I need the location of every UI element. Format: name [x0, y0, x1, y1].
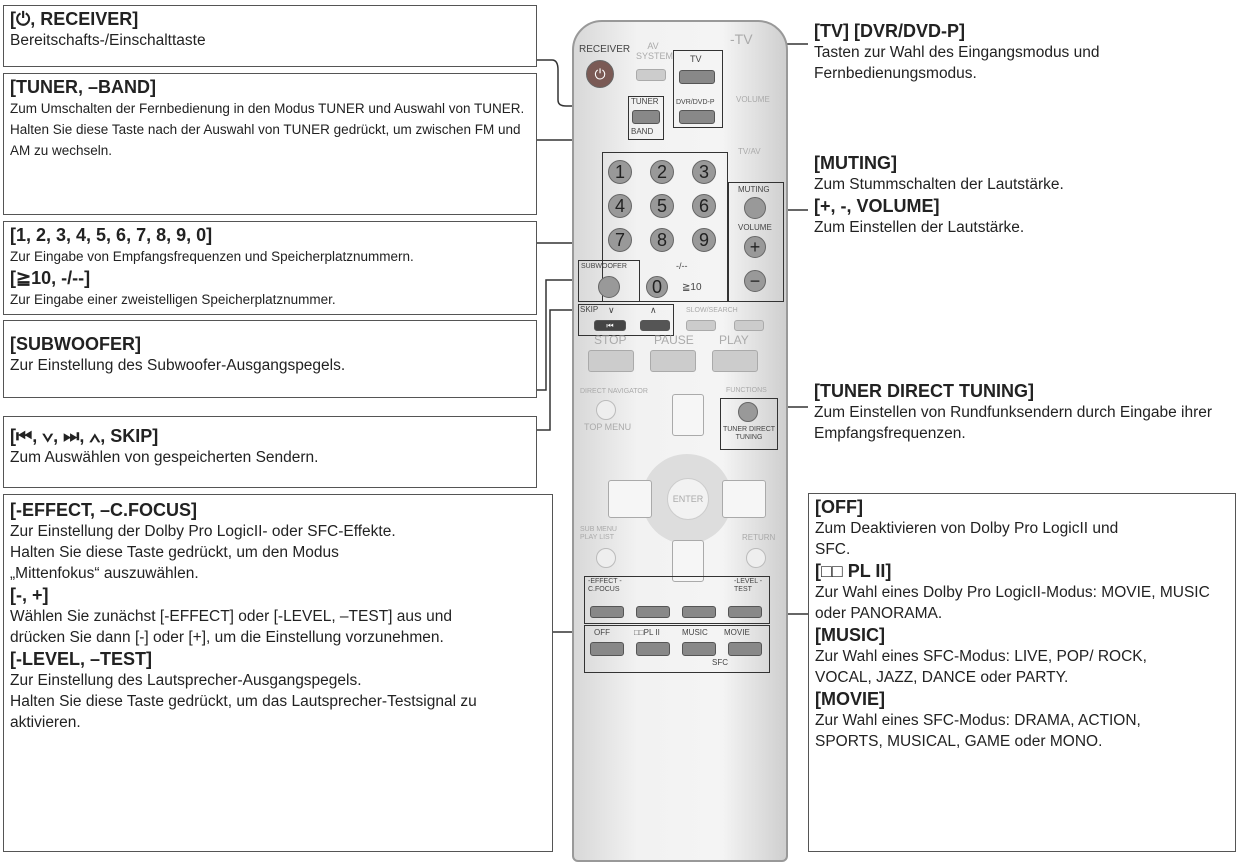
callout-text: Halten Sie diese Taste nach der Auswahl von TUNER gedrückt, um zwischen FM und AM zu wechseln. — [10, 122, 521, 158]
search-forward-button[interactable] — [734, 320, 764, 331]
digit-label: 4 — [614, 196, 625, 216]
callout-text: Zur Wahl eines SFC-Modus: DRAMA, ACTION, SPORTS, MUSICAL, GAME oder MONO. — [815, 712, 1141, 750]
callout-text: Tasten zur Wahl des Eingangsmodus und Fernbedienungsmodus. — [814, 44, 1100, 82]
digit-8-button[interactable] — [650, 228, 674, 252]
off-pl-sfc-callout — [808, 493, 1236, 852]
tuner-label: TUNER — [631, 97, 659, 106]
digit-label: 8 — [656, 230, 667, 250]
av-system-label: AV SYSTEM — [636, 41, 674, 61]
skip-up-label: ∧ — [650, 305, 657, 315]
callout-title: [TUNER DIRECT TUNING] — [814, 381, 1034, 401]
callout-text: Halten Sie diese Taste gedrückt, um das Lautsprecher-Testsignal zu aktivieren. — [10, 693, 477, 731]
plus-button[interactable] — [682, 606, 716, 618]
play-button[interactable] — [712, 350, 758, 372]
digit-9-button[interactable] — [692, 228, 716, 252]
pl2-label: □□PL II — [634, 628, 660, 637]
callout-title: [⏻, RECEIVER] — [10, 9, 139, 29]
digit-7-button[interactable] — [608, 228, 632, 252]
digit-5-button[interactable] — [650, 194, 674, 218]
tv-dvr-callout — [808, 18, 1236, 84]
level-button[interactable] — [728, 606, 762, 618]
digit-label: 2 — [656, 162, 667, 182]
callout-title: [-, +] — [10, 585, 49, 605]
off-label: OFF — [594, 628, 610, 637]
callout-title: [MOVIE] — [815, 689, 885, 709]
callout-title: [-EFFECT, –C.FOCUS] — [10, 500, 197, 520]
remote-control-illustration — [572, 20, 788, 862]
volume-label: VOLUME — [738, 223, 772, 232]
top-menu-label: TOP MENU — [584, 422, 632, 432]
play-label: PLAY — [719, 333, 749, 347]
effect-button[interactable] — [590, 606, 624, 618]
effect-callout — [3, 494, 553, 852]
digit-3-button[interactable] — [692, 160, 716, 184]
minus-label: − — [749, 271, 761, 291]
digit-label: 5 — [656, 196, 667, 216]
digit-4-button[interactable] — [608, 194, 632, 218]
digit-label: 0 — [651, 277, 662, 297]
sfc-label: SFC — [712, 658, 728, 667]
callout-title: [≧10, -/--] — [10, 268, 91, 288]
callout-title: [MUTING] — [814, 153, 897, 173]
tv-volume-label: VOLUME — [736, 95, 770, 104]
receiver-callout — [3, 5, 537, 67]
tv-label: TV — [690, 54, 702, 64]
enter-button[interactable] — [667, 478, 709, 520]
muting-volume-callout — [808, 150, 1236, 270]
callout-text: Zur Einstellung des Subwoofer-Ausgangspegels. — [10, 357, 346, 374]
digit-label: 9 — [698, 230, 709, 250]
dvr-label: DVR/DVD-P — [676, 99, 715, 106]
direct-navigator-button[interactable] — [596, 400, 616, 420]
pl2-button[interactable] — [636, 642, 670, 656]
callout-title: [-LEVEL, –TEST] — [10, 649, 153, 669]
callout-text: Zur Wahl eines SFC-Modus: LIVE, POP/ ROCK, VOCAL, JAZZ, DANCE oder PARTY. — [815, 648, 1147, 686]
minus-button[interactable] — [636, 606, 670, 618]
stop-label: STOP — [594, 333, 627, 347]
plus-label: + — [749, 237, 761, 257]
tuner-direct-button[interactable] — [738, 402, 758, 422]
volume-up-button[interactable] — [744, 236, 766, 258]
callout-text: Zum Stummschalten der Lautstärke. — [814, 176, 1064, 193]
subwoofer-button[interactable] — [598, 276, 620, 298]
callout-text: Zur Einstellung des Lautsprecher-Ausgangspegels. — [10, 672, 362, 689]
muting-button[interactable] — [744, 197, 766, 219]
return-label: RETURN — [742, 533, 776, 542]
search-back-button[interactable] — [686, 320, 716, 331]
callout-text: Zum Auswählen von gespeicherten Sendern. — [10, 449, 319, 466]
digits-callout — [3, 221, 537, 315]
sub-menu-button[interactable] — [596, 548, 616, 568]
callout-text: Bereitschafts-/Einschalttaste — [10, 32, 206, 49]
off-button[interactable] — [590, 642, 624, 656]
callout-title: [+, -, VOLUME] — [814, 196, 940, 216]
enter-label: ENTER — [672, 493, 704, 504]
callout-title: [⏮, ∨, ⏭, ∧, SKIP] — [10, 426, 159, 446]
tvav-label: TV/AV — [738, 147, 761, 156]
callout-text: Zum Einstellen von Rundfunksendern durch Eingabe ihrer Empfangsfrequenzen. — [814, 404, 1213, 442]
tv-group-label: -TV — [730, 31, 753, 47]
callout-text: Zur Einstellung der Dolby Pro LogicII- oder SFC-Effekte. — [10, 523, 396, 540]
pause-label: PAUSE — [654, 333, 694, 347]
tv-button[interactable] — [679, 70, 715, 84]
sub-menu-label: SUB MENU PLAY LIST — [580, 526, 617, 541]
tuner-band-callout — [3, 73, 537, 215]
dpad-right-button[interactable] — [722, 480, 766, 518]
skip-forward-button[interactable] — [640, 320, 670, 331]
callout-title: [TV] [DVR/DVD-P] — [814, 21, 965, 41]
dpad-up-button[interactable] — [672, 394, 704, 436]
subwoofer-label: SUBWOOFER — [581, 263, 627, 270]
muting-label: MUTING — [738, 185, 770, 194]
callout-title: [OFF] — [815, 497, 863, 517]
pause-button[interactable] — [650, 350, 696, 372]
effect-label: -EFFECT -C.FOCUS — [588, 578, 622, 593]
callout-text: Zur Wahl eines Dolby Pro LogicII-Modus: MOVIE, MUSIC oder PANORAMA. — [815, 584, 1210, 622]
callout-title: [MUSIC] — [815, 625, 885, 645]
functions-label: FUNCTIONS — [726, 387, 767, 394]
callout-text: Zur Eingabe von Empfangsfrequenzen und Speicherplatznummern. — [10, 249, 414, 264]
callout-title: [1, 2, 3, 4, 5, 6, 7, 8, 9, 0] — [10, 225, 213, 245]
subwoofer-callout — [3, 320, 537, 398]
callout-text: Wählen Sie zunächst [-EFFECT] oder [-LEVEL, –TEST] aus und drücken Sie dann [-] oder [+], um die Einstellung vorzunehmen. — [10, 608, 452, 646]
volume-down-button[interactable] — [744, 270, 766, 292]
digit-2-button[interactable] — [650, 160, 674, 184]
receiver-label: RECEIVER — [579, 44, 631, 55]
music-label: MUSIC — [682, 628, 708, 637]
av-system-button[interactable] — [636, 69, 666, 81]
movie-button[interactable] — [728, 642, 762, 656]
callout-text: Halten Sie diese Taste gedrückt, um den Modus „Mittenfokus“ auszuwählen. — [10, 544, 339, 582]
tuner-direct-label: TUNER DIRECT TUNING — [722, 426, 776, 441]
band-label: BAND — [631, 127, 654, 136]
ge10-label: ≧10 — [682, 282, 702, 293]
callout-title: [SUBWOOFER] — [10, 334, 141, 354]
slow-search-label: SLOW/SEARCH — [686, 307, 738, 314]
callout-text: Zum Deaktivieren von Dolby Pro LogicII und SFC. — [815, 520, 1119, 558]
dash-label: -/-- — [676, 261, 688, 271]
digit-label: 3 — [698, 162, 709, 182]
tuner-band-button[interactable] — [632, 110, 660, 124]
digit-label: 7 — [614, 230, 625, 250]
digit-1-button[interactable] — [608, 160, 632, 184]
movie-label: MOVIE — [724, 628, 750, 637]
skip-back-button[interactable]: ⏮ — [594, 320, 626, 331]
tuner-direct-callout — [808, 378, 1236, 446]
dpad-left-button[interactable] — [608, 480, 652, 518]
digit-0-button[interactable] — [646, 276, 668, 298]
music-button[interactable] — [682, 642, 716, 656]
digit-label: 1 — [614, 162, 625, 182]
callout-title: [TUNER, –BAND] — [10, 77, 156, 97]
callout-title: [□□ PL II] — [815, 561, 892, 581]
callout-text: Zum Umschalten der Fernbedienung in den Modus TUNER und Auswahl von TUNER. — [10, 101, 525, 116]
skip-label: SKIP — [580, 305, 599, 314]
callout-text: Zur Eingabe einer zweistelligen Speicherplatznummer. — [10, 292, 336, 307]
skip-callout — [3, 416, 537, 488]
stop-button[interactable] — [588, 350, 634, 372]
direct-navigator-label: DIRECT NAVIGATOR — [580, 388, 648, 395]
level-label: -LEVEL -TEST — [734, 578, 763, 593]
dvr-dvd-button[interactable] — [679, 110, 715, 124]
skip-down-label: ∨ — [608, 305, 615, 315]
callout-text: Zum Einstellen der Lautstärke. — [814, 219, 1025, 236]
digit-6-button[interactable] — [692, 194, 716, 218]
return-button[interactable] — [746, 548, 766, 568]
receiver-power-button[interactable]: ⏻ — [586, 60, 614, 88]
digit-label: 6 — [698, 196, 709, 216]
